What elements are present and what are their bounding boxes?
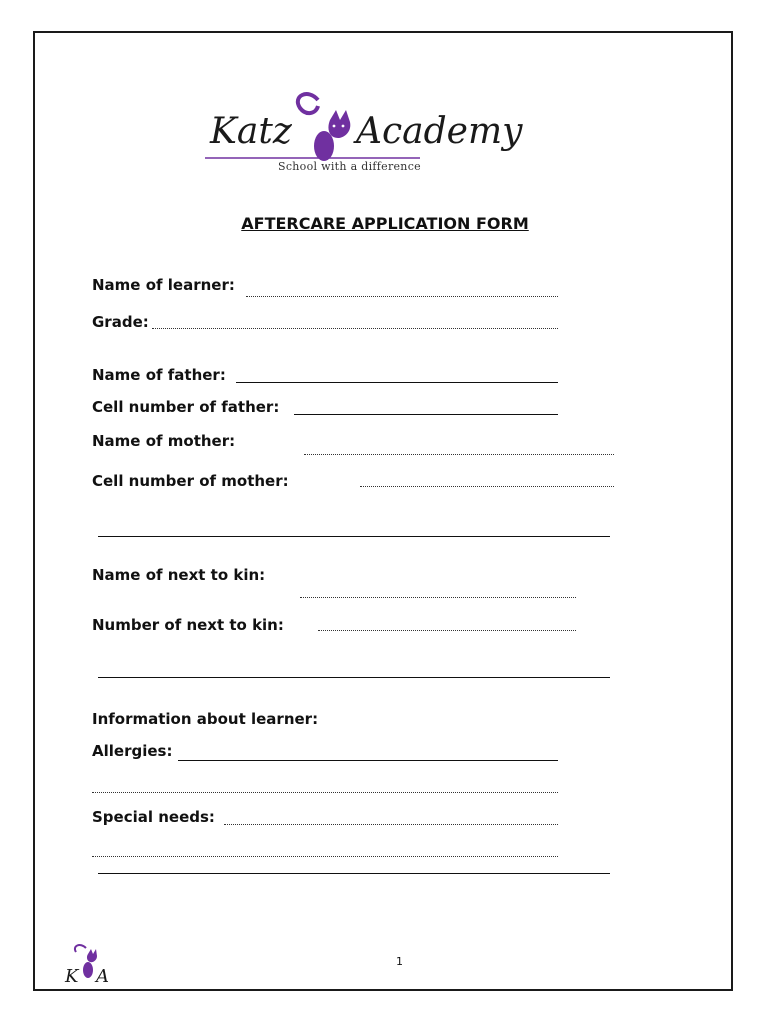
footer-logo-letter-a: A	[96, 966, 109, 986]
field-grade[interactable]	[152, 328, 558, 329]
logo-tagline: School with a difference	[278, 160, 421, 173]
field-name-of-father[interactable]	[236, 382, 558, 383]
label-name-of-next-to-kin: Name of next to kin:	[92, 566, 266, 584]
field-number-of-next-to-kin[interactable]	[318, 630, 576, 631]
field-special-needs-line-2[interactable]	[92, 856, 558, 857]
cat-icon	[298, 94, 350, 161]
label-name-of-learner: Name of learner:	[92, 276, 235, 294]
form-title: AFTERCARE APPLICATION FORM	[241, 214, 529, 233]
section-divider-1	[98, 536, 610, 537]
field-allergies-line-2[interactable]	[92, 792, 558, 793]
label-name-of-father: Name of father:	[92, 366, 226, 384]
field-name-of-mother[interactable]	[304, 454, 614, 455]
label-number-of-next-to-kin: Number of next to kin:	[92, 616, 284, 634]
label-cell-number-of-mother: Cell number of mother:	[92, 472, 289, 490]
label-grade: Grade:	[92, 313, 149, 331]
label-information-about-learner: Information about learner:	[92, 710, 319, 728]
field-special-needs[interactable]	[224, 824, 558, 825]
section-divider-3	[98, 873, 610, 874]
label-cell-number-of-father: Cell number of father:	[92, 398, 280, 416]
footer-logo	[64, 940, 114, 986]
field-cell-number-of-mother[interactable]	[360, 486, 614, 487]
page-number: 1	[396, 955, 403, 968]
field-name-of-learner[interactable]	[246, 296, 558, 297]
logo-word-katz: Katz	[210, 111, 292, 152]
label-special-needs: Special needs:	[92, 808, 215, 826]
logo-word-academy: Academy	[356, 111, 523, 152]
field-name-of-next-to-kin[interactable]	[300, 597, 576, 598]
footer-logo-letter-k: K	[65, 966, 79, 986]
label-allergies: Allergies:	[92, 742, 173, 760]
field-allergies[interactable]	[178, 760, 558, 761]
field-cell-number-of-father[interactable]	[294, 414, 558, 415]
section-divider-2	[98, 677, 610, 678]
label-name-of-mother: Name of mother:	[92, 432, 236, 450]
